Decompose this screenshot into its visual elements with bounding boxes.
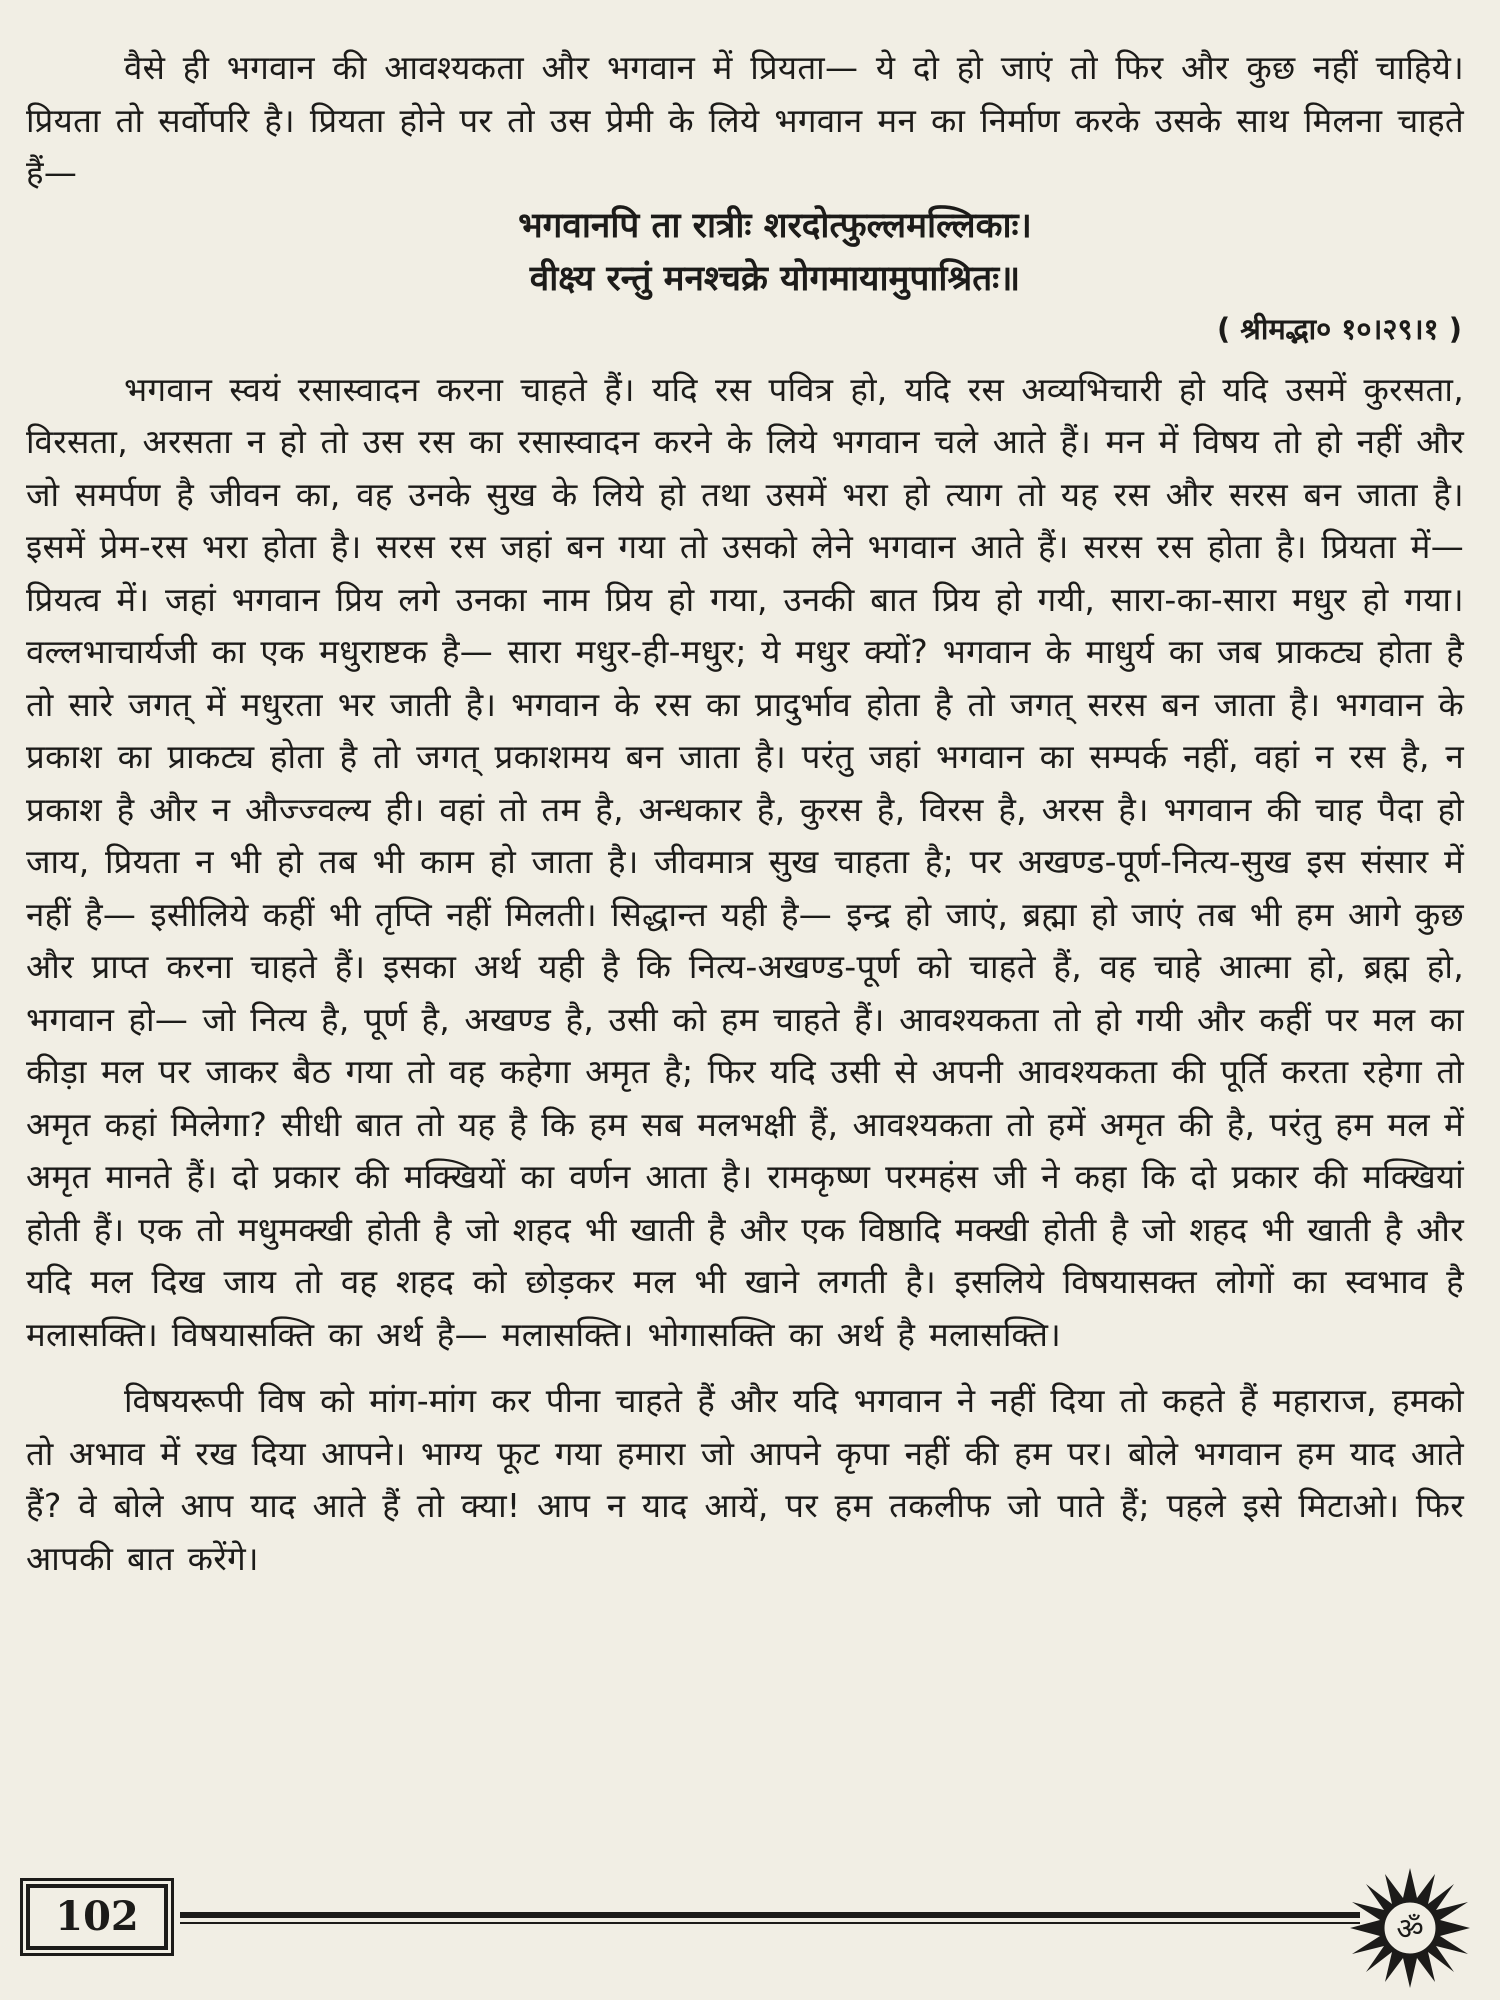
om-sun-icon xyxy=(1350,1868,1470,1988)
page-content xyxy=(26,42,1464,1585)
verse-line-2: वीक्ष्य रन्तुं मनश्चक्रे योगमायामुपाश्रितः॥ xyxy=(529,258,1021,299)
page-number-box: 102 xyxy=(26,1884,168,1950)
om-symbol: ॐ xyxy=(1396,1912,1424,1947)
verse-line-1: भगवानपि ता रात्रीः शरदोत्फुल्लमल्लिकाः। xyxy=(518,205,1032,246)
footer-rule xyxy=(180,1912,1360,1918)
paragraph-3: विषयरूपी विष को मांग-मांग कर पीना चाहते हैं और यदि भगवान ने नहीं दिया तो कहते हैं महाराज, हमको तो अभाव में रख दिया आपने। भाग्य फूट गया हमारा जो आपने कृपा नहीं की हम पर। बोले भगवान हम याद आते हैं? वे बोले आप याद आते हैं तो क्या! आप न याद आयें, पर हम तकलीफ जो पाते हैं; पहले इसे मिटाओ। फिर आपकी बात करेंगे। xyxy=(26,1381,1464,1578)
verse-citation: ( श्रीमद्भा० १०।२९।१ ) xyxy=(1216,311,1462,346)
sanskrit-verse xyxy=(26,200,1464,350)
paragraph-2: भगवान स्वयं रसास्वादन करना चाहते हैं। यदि रस पवित्र हो, यदि रस अव्यभिचारी हो यदि उसमें कुरसता, विरसता, अरसता न हो तो उस रस का रसास्वादन करने के लिये भगवान चले आते हैं। मन में विषय तो हो नहीं और जो समर्पण है जीवन का, वह उनके सुख के लिये हो तथा उसमें भरा हो त्याग तो यह रस और सरस बन जाता है। इसमें प्रेम-रस भरा होता है। सरस रस जहां बन गया तो उसको लेने भगवान आते हैं। सरस रस होता है। प्रियता में— प्रियत्व में। जहां भगवान प्रिय लगे उनका नाम प्रिय हो गया, उनकी बात प्रिय हो गयी, सारा-का-सारा मधुर हो गया। वल्लभाचार्यजी का एक मधुराष्टक है— सारा मधुर-ही-मधुर; ये मधुर क्यों? भगवान के माधुर्य का जब प्राकट्य होता है तो सारे जगत् में मधुरता भर जाती है। भगवान के रस का प्रादुर्भाव होता है तो जगत् सरस बन जाता है। भगवान के प्रकाश का प्राकट्य होता है तो जगत् प्रकाशमय बन जाता है। परंतु जहां भगवान का सम्पर्क नहीं, वहां न रस है, न प्रकाश है और न औज्ज्वल्य ही। वहां तो तम है, अन्धकार है, कुरस है, विरस है, अरस है। भगवान की चाह पैदा हो जाय, प्रियता न भी हो तब भी काम हो जाता है। जीवमात्र सुख चाहता है; पर अखण्ड-पूर्ण-नित्य-सुख इस संसार में नहीं है— इसीलिये कहीं भी तृप्ति नहीं मिलती। सिद्धान्त यही है— इन्द्र हो जाएं, ब्रह्मा हो जाएं तब भी हम आगे कुछ और प्राप्त करना चाहते हैं। इसका अर्थ यही है कि नित्य-अखण्ड-पूर्ण को चाहते हैं, वह चाहे आत्मा हो, ब्रह्म हो, भगवान हो— जो नित्य है, पूर्ण है, अखण्ड है, उसी को हम चाहते हैं। आवश्यकता तो हो गयी और कहीं पर मल का कीड़ा मल पर जाकर बैठ गया तो वह कहेगा अमृत है; फिर यदि उसी से अपनी आवश्यकता की पूर्ति करता रहेगा तो अमृत कहां मिलेगा? सीधी बात तो यह है कि हम सब मलभक्षी हैं, आवश्यकता तो हमें अमृत की है, परंतु हम मल में अमृत मानते हैं। दो प्रकार की मक्खियों का वर्णन आता है। रामकृष्ण परमहंस जी ने कहा कि दो प्रकार की मक्खियां होती हैं। एक तो मधुमक्खी होती है जो शहद भी खाती है और एक विष्ठादि मक्खी होती है जो शहद भी खाती है और यदि मल दिख जाय तो वह शहद को छोड़कर मल भी खाने लगती है। इसलिये विषयासक्त लोगों का स्वभाव है मलासक्ति। विषयासक्ति का अर्थ है— मलासक्ति। भोगासक्ति का अर्थ है मलासक्ति। xyxy=(26,369,1464,1354)
paragraph-1: वैसे ही भगवान की आवश्यकता और भगवान में प्रियता— ये दो हो जाएं तो फिर और कुछ नहीं चाहिये। प्रियता तो सर्वोपरि है। प्रियता होने पर तो उस प्रेमी के लिये भगवान मन का निर्माण करके उसके साथ मिलना चाहते हैं— xyxy=(26,48,1464,192)
page-footer xyxy=(20,1878,1480,1988)
footer-rule-thin xyxy=(180,1922,1360,1924)
